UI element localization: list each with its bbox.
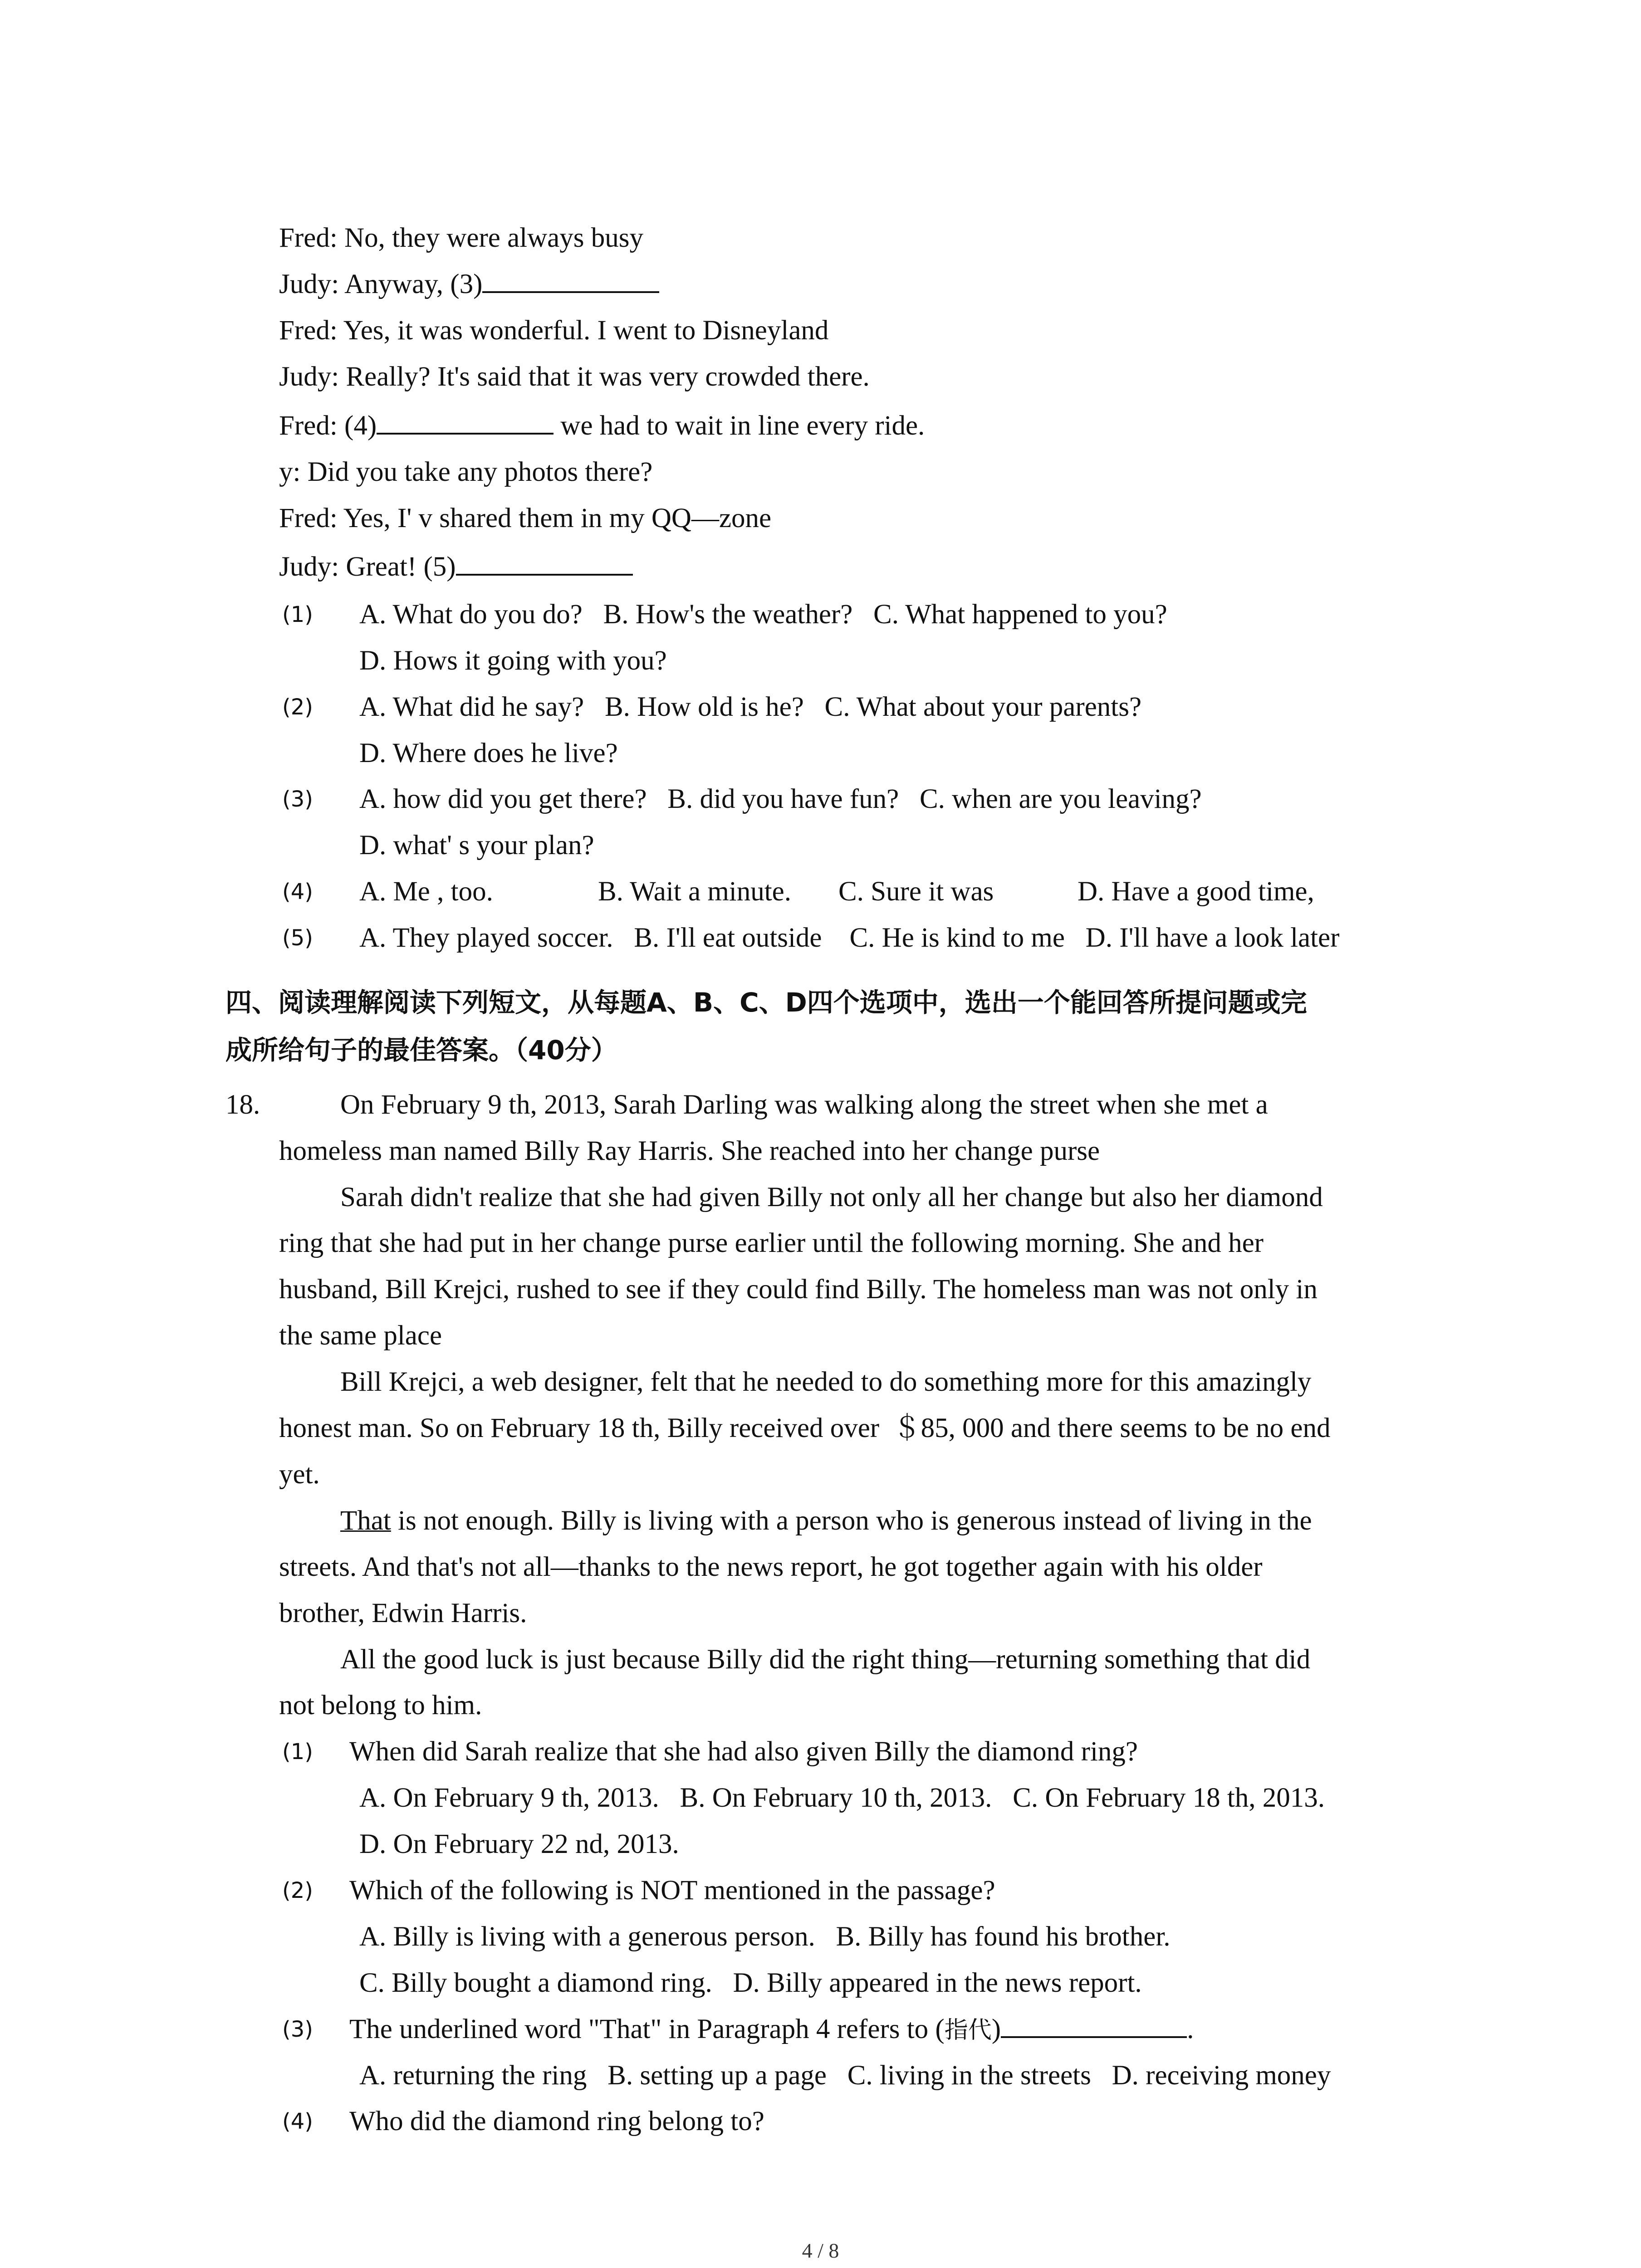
question-stem: Which of the following is NOT mentioned in the passage? — [349, 1875, 995, 1906]
question-number: (3) — [282, 787, 313, 812]
option-c: C. Sure it was — [838, 876, 994, 907]
passage-line: husband, Bill Krejci, rushed to see if they could find Billy. The homeless man was not only in — [279, 1274, 1318, 1305]
passage-line: not belong to him. — [279, 1690, 482, 1721]
dialogue-line: Fred: Yes, it was wonderful. I went to Disneyland — [279, 315, 829, 346]
answer-blank[interactable] — [1001, 2012, 1187, 2038]
passage-line: honest man. So on February 18 th, Billy received over ＄85, 000 and there seems to be no end — [279, 1413, 1331, 1443]
question-number: 18. — [225, 1090, 260, 1120]
passage-line: All the good luck is just because Billy did the right thing—returning something that did — [340, 1644, 1311, 1675]
dialogue-line — [279, 408, 925, 444]
question-options: A. What do you do? B. How's the weather? C. What happened to you? — [359, 599, 1167, 630]
question-number: (5) — [282, 925, 313, 951]
page-number: 4 / 8 — [802, 2239, 839, 2262]
passage-line: Bill Krejci, a web designer, felt that he needed to do something more for this amazingly — [340, 1367, 1312, 1397]
dialogue-text: Judy: Great! (5) — [279, 552, 456, 582]
question-number: (3) — [282, 2017, 313, 2042]
passage-line: streets. And that's not all—thanks to the news report, he got together again with his older — [279, 1552, 1263, 1582]
dialogue-line: Fred: Yes, I' v shared them in my QQ—zone — [279, 503, 772, 533]
question-options: A. They played soccer. B. I'll eat outside C. He is kind to me D. I'll have a look later — [359, 923, 1340, 953]
answer-blank[interactable] — [377, 408, 554, 435]
question-options: A. returning the ring B. setting up a page C. living in the streets D. receiving money — [359, 2060, 1331, 2091]
dialogue-text: Judy: Anyway, (3) — [279, 269, 483, 299]
question-options: D. On February 22 nd, 2013. — [359, 1829, 679, 1859]
question-number: (2) — [282, 694, 313, 720]
passage-line: On February 9 th, 2013, Sarah Darling was walking along the street when she met a — [340, 1090, 1268, 1120]
passage-line: Sarah didn't realize that she had given Billy not only all her change but also her diamond — [340, 1182, 1323, 1212]
question-number: (1) — [282, 1739, 313, 1765]
stem-text: ) — [991, 2014, 1001, 2044]
underlined-word: That — [340, 1505, 391, 1536]
dialogue-text: we had to wait in line every ride. — [554, 411, 925, 441]
question-options: C. Billy bought a diamond ring. D. Billy appeared in the news report. — [359, 1968, 1142, 1998]
answer-blank[interactable] — [482, 267, 659, 293]
passage-line: homeless man named Billy Ray Harris. She reached into her change purse — [279, 1136, 1100, 1166]
option-b: B. Wait a minute. — [598, 876, 791, 907]
dialogue-line — [279, 549, 633, 585]
dialogue-line: Fred: No, they were always busy — [279, 223, 643, 253]
stem-cjk: 指代 — [944, 2017, 992, 2044]
passage-line: ring that she had put in her change purse earlier until the following morning. She and her — [279, 1228, 1264, 1258]
option-d: D. Have a good time, — [1078, 876, 1314, 907]
stem-text: The underlined word "That" in Paragraph 4 refers to ( — [349, 2014, 945, 2044]
section-heading: 成所给句子的最佳答案。（40分） — [225, 1035, 617, 1066]
passage-text: is not enough. Billy is living with a person who is generous instead of living in the — [391, 1505, 1312, 1536]
question-number: (1) — [282, 602, 313, 627]
dialogue-line — [279, 266, 659, 303]
dialogue-line: y: Did you take any photos there? — [279, 457, 653, 487]
question-stem: When did Sarah realize that she had also given Billy the diamond ring? — [349, 1736, 1138, 1767]
passage-line: brother, Edwin Harris. — [279, 1598, 527, 1628]
answer-blank[interactable] — [456, 549, 633, 576]
question-stem: The underlined word "That" in Paragraph 4 refers to (指代) . — [349, 2011, 1194, 2048]
question-number: (4) — [282, 879, 313, 904]
question-options: A. how did you get there? B. did you have fun? C. when are you leaving? — [359, 784, 1202, 814]
question-number: (4) — [282, 2109, 313, 2134]
option-a: A. Me , too. — [359, 876, 493, 907]
question-options: D. Where does he live? — [359, 738, 618, 768]
question-options: A. On February 9 th, 2013. B. On February 10 th, 2013. C. On February 18 th, 2013. — [359, 1783, 1325, 1813]
question-options: A. What did he say? B. How old is he? C. What about your parents? — [359, 692, 1142, 722]
dialogue-text: Fred: (4) — [279, 411, 377, 441]
passage-line: yet. — [279, 1459, 320, 1490]
dialogue-line: Judy: Really? It's said that it was very crowded there. — [279, 362, 870, 392]
passage-line — [340, 1503, 1312, 1539]
section-heading: 四、阅读理解阅读下列短文，从每题A、B、C、D四个选项中，选出一个能回答所提问题或完 — [225, 987, 1307, 1018]
question-options: A. Billy is living with a generous person. B. Billy has found his brother. — [359, 1921, 1171, 1952]
passage-line: the same place — [279, 1320, 442, 1351]
question-number: (2) — [282, 1878, 313, 1903]
question-options: D. Hows it going with you? — [359, 645, 667, 676]
question-stem: Who did the diamond ring belong to? — [349, 2106, 764, 2136]
question-options: D. what' s your plan? — [359, 830, 594, 860]
